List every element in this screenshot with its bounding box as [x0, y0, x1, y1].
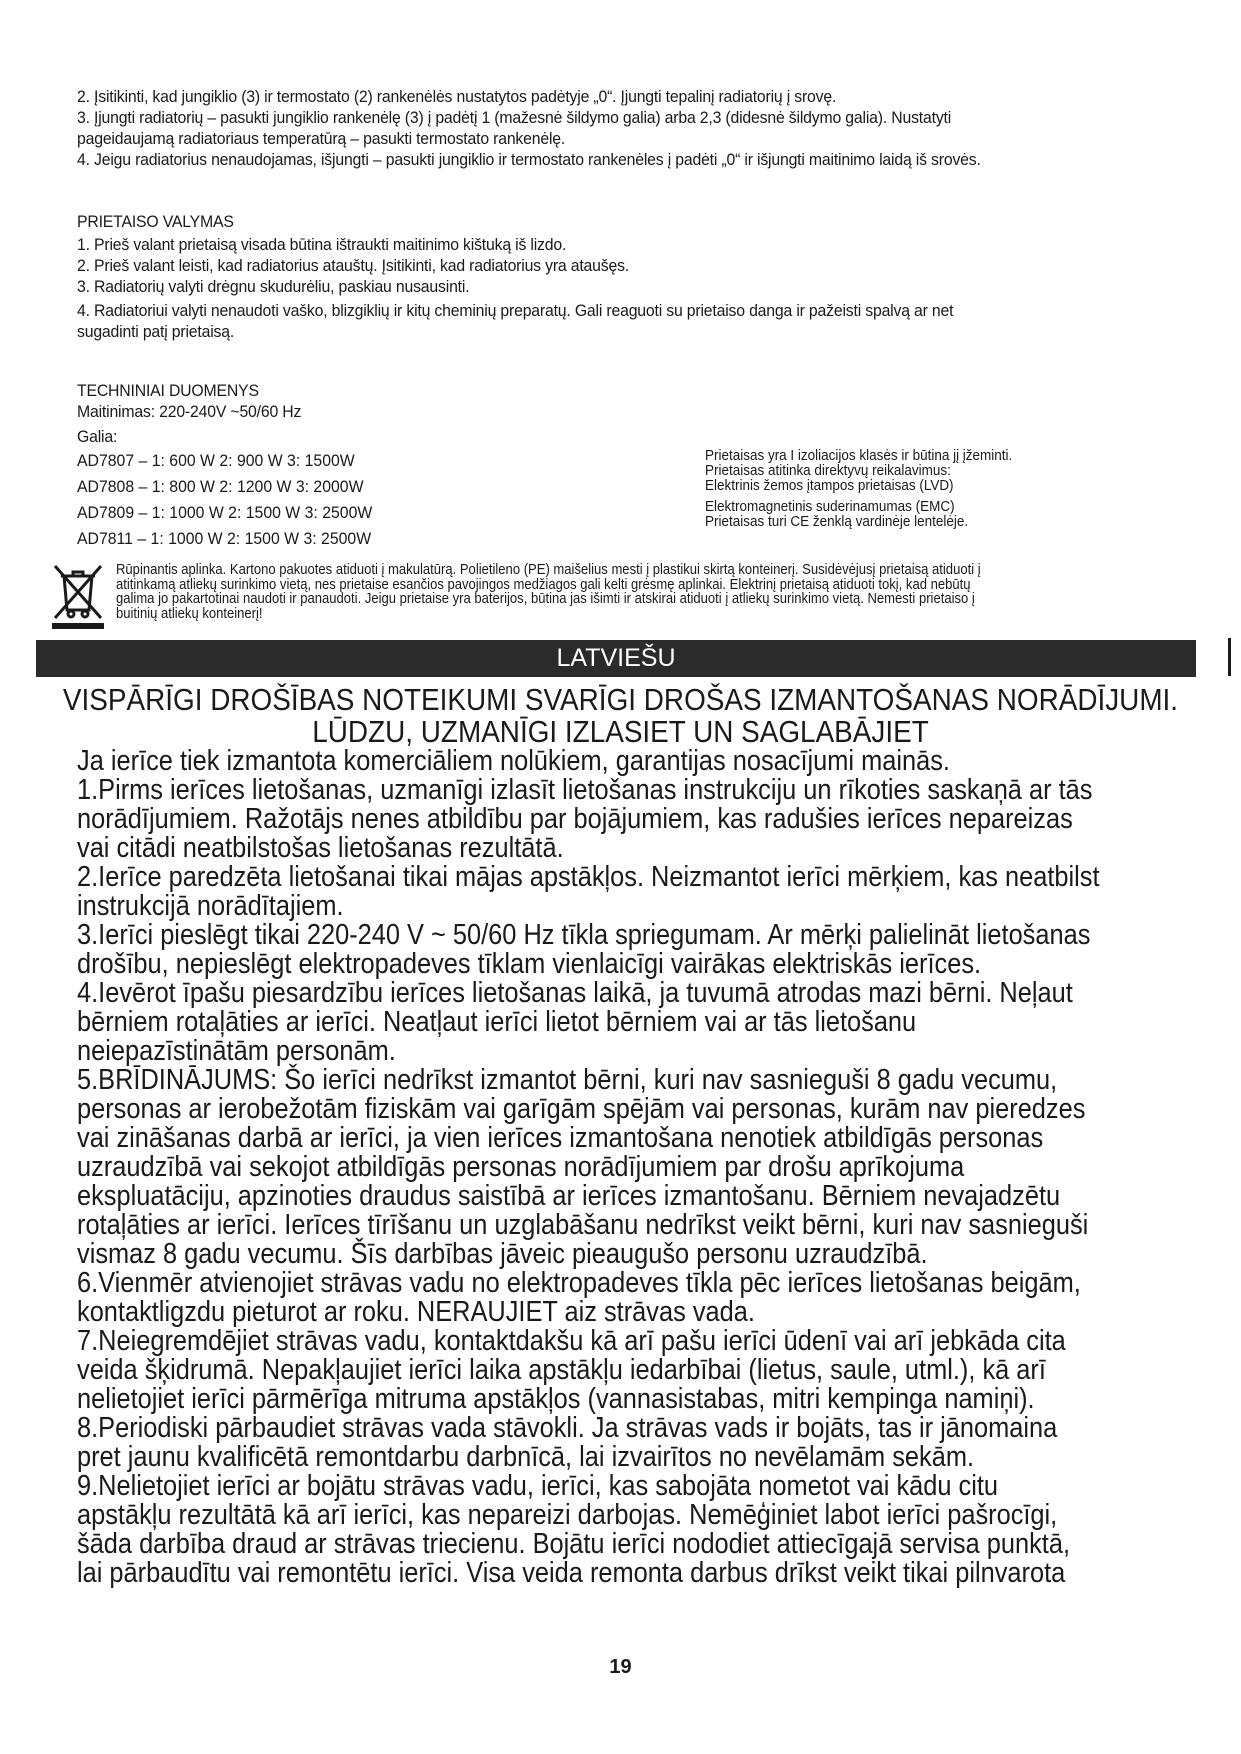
recycling-line: galima jo pakartotinai naudoti ir panaudoti. Jeigu prietaise yra baterijos, būtina jas išimti ir atskirai atiduoti į atliekų surinkimo vietą. Nemesti prietaiso į — [116, 591, 975, 607]
lv-line: personas ar ierobežotām fiziskām vai garīgām spējām vai personas, kurām nav pieredzes — [77, 1093, 1086, 1125]
technical-note: Prietaisas turi CE ženklą vardinėje lentelėje. — [705, 514, 969, 530]
recycling-line: Rūpinantis aplinka. Kartono pakuotes atiduoti į makulatūrą. Polietileno (PE) maišelius mesti į plastikui skirtą konteinerį. Susidėvėjusį prietaisą atiduoti į — [116, 562, 981, 578]
cleaning-item: 1. Prieš valant prietaisą visada būtina ištraukti maitinimo kištuką iš lizdo. — [77, 235, 567, 254]
page-number: 19 — [609, 1656, 632, 1678]
lv-subtitle: LŪDZU, UZMANĪGI IZLASIET UN SAGLABĀJIET — [312, 714, 929, 749]
lv-line: šāda darbība draud ar strāvas triecienu. Bojātu ierīci nododiet attiecīgajā servisa punktā, — [77, 1528, 1071, 1560]
language-section-bar: LATVIEŠU — [36, 640, 1196, 677]
lt-instructions — [77, 86, 1174, 170]
lv-line: vai zināšanas darbā ar ierīci, ja vien ierīces izmantošana nenotiek atbildīgās personas — [77, 1122, 1044, 1154]
technical-note: Elektrinis žemos įtampos prietaisas (LVD) — [705, 478, 954, 494]
cleaning-item: sugadinti patį prietaisą. — [77, 322, 235, 341]
lv-line: kontaktligzdu pieturot ar roku. NERAUJIET aiz strāvas vada. — [77, 1296, 755, 1328]
lt-step-3: 3. Įjungti radiatorių – pasukti jungiklio rankenėlę (3) į padėtį 1 (mažesnė šildymo galia) arba 2,3 (didesnė šildymo galia). Nustatyti — [77, 108, 952, 127]
lv-line: vai citādi neatbilstošas lietošanas rezultātā. — [77, 832, 564, 864]
technical-note: Prietaisas atitinka direktyvų reikalavimus: — [705, 463, 951, 479]
lv-line: 6.Vienmēr atvienojiet strāvas vadu no elektropadeves tīkla pēc ierīces lietošanas beigām, — [77, 1267, 1081, 1299]
lv-line: norādījumiem. Ražotājs nenes atbildību par bojājumiem, kas radušies ierīces nepareizas — [77, 803, 1073, 835]
technical-note: Elektromagnetinis suderinamumas (EMC) — [705, 499, 955, 515]
lv-line: lai pārbaudītu vai remontētu ierīci. Visa veida remonta darbus drīkst veikt tikai pilnvarota — [77, 1557, 1066, 1589]
model-row: AD7808 – 1: 800 W 2: 1200 W 3: 2000W — [77, 477, 364, 496]
lv-line: 3.Ierīci pieslēgt tikai 220-240 V ~ 50/60 Hz tīkla spriegumam. Ar mērķi palielināt lietošanas — [77, 919, 1091, 951]
recycling-text — [116, 563, 1124, 621]
model-row: AD7809 – 1: 1000 W 2: 1500 W 3: 2500W — [77, 503, 373, 522]
technical-power-label: Galia: — [77, 427, 118, 446]
lv-line: 4.Ievērot īpašu piesardzību ierīces lietošanas laikā, ja tuvumā atrodas mazi bērni. Neļaut — [77, 977, 1073, 1009]
cleaning-item: 4. Radiatoriui valyti nenaudoti vaško, blizgiklių ir kitų cheminių preparatų. Gali reaguoti su prietaiso danga ir pažeisti spalvą ar net — [77, 301, 954, 320]
lv-line: bērniem rotaļāties ar ierīci. Neatļaut ierīci lietot bērniem vai ar tās lietošanu — [77, 1006, 917, 1038]
lv-line: uzraudzībā vai sekojot atbildīgās personas norādījumiem par drošu aprīkojuma — [77, 1151, 965, 1183]
technical-models — [77, 448, 372, 552]
model-row: AD7811 – 1: 1000 W 2: 1500 W 3: 2500W — [77, 529, 372, 548]
lv-line: apstākļu rezultātā kā arī ierīci, kas nepareizi darbojas. Nemēģiniet labot ierīci pašrocīgi, — [77, 1499, 1058, 1531]
recycling-line: atitinkamą atliekų surinkimo vietą, nes prietaise esančios pavojingos medžiagos gali kelti grėsmę aplinkai. Elektrinį prietaisą atiduoti tokį, kad nebūtų — [116, 576, 971, 593]
model-row: AD7807 – 1: 600 W 2: 900 W 3: 1500W — [77, 451, 355, 470]
lv-line: ekspluatāciju, apzinoties draudus saistībā ar ierīces izmantošanu. Bērniem nevajadzētu — [77, 1180, 1061, 1212]
lv-line: Ja ierīce tiek izmantota komerciāliem nolūkiem, garantijas nosacījumi mainās. — [77, 745, 950, 777]
cleaning-section — [77, 211, 1174, 342]
lv-line: 5.BRĪDINĀJUMS: Šo ierīci nedrīkst izmantot bērni, kuri nav sasnieguši 8 gadu vecumu, — [77, 1064, 1058, 1096]
page-edge-mark — [1228, 638, 1231, 676]
lv-line: neiepazīstinātām personām. — [77, 1035, 396, 1067]
weee-bin-icon — [47, 560, 109, 630]
lv-body — [77, 747, 1197, 1588]
lv-line: vismaz 8 gadu vecumu. Šīs darbības jāveic pieaugušo personu uzraudzībā. — [77, 1238, 928, 1270]
lv-line: 9.Nelietojiet ierīci ar bojātu strāvas vadu, ierīci, kas sabojāta nometot vai kādu citu — [77, 1470, 999, 1502]
cleaning-heading: PRIETAISO VALYMAS — [77, 212, 234, 231]
lv-line: 2.Ierīce paredzēta lietošanai tikai mājas apstākļos. Neizmantot ierīci mērķiem, kas neatbilst — [77, 861, 1100, 893]
lv-line: instrukcijā norādītajiem. — [77, 890, 344, 922]
technical-heading-block — [77, 380, 1174, 447]
lv-line: 1.Pirms ierīces lietošanas, uzmanīgi izlasīt lietošanas instrukciju un rīkoties saskaņā ar tās — [77, 774, 1093, 806]
technical-note: Prietaisas yra I izoliacijos klasės ir būtina jį įžeminti. — [705, 448, 1013, 464]
lv-line: nelietojiet ierīci pārmērīga mitruma apstākļos (vannasistabas, mitri kempinga namiņi). — [77, 1383, 1035, 1415]
lv-line: rotaļāties ar ierīci. Ierīces tīrīšanu un uzglabāšanu nedrīkst veikt bērni, kuri nav sasnieguši — [77, 1209, 1089, 1241]
cleaning-item: 3. Radiatorių valyti drėgnu skudurėliu, paskiau nusausinti. — [77, 277, 470, 296]
lv-line: pret jaunu kvalificētā remontdarbu darbnīcā, lai izvairītos no nevēlamām sekām. — [77, 1441, 975, 1473]
lt-step-4: 4. Jeigu radiatorius nenaudojamas, išjungti – pasukti jungiklio ir termostato rankenėles į padėti „0“ ir išjungti maitinimo laidą iš srovės. — [77, 150, 981, 169]
technical-heading: TECHNINIAI DUOMENYS — [77, 381, 259, 400]
lt-step-3-cont: pageidaujamą radiatoriaus temperatūrą – pasukti termostato rankenėlę. — [77, 129, 566, 148]
lv-line: 7.Neiegremdējiet strāvas vadu, kontaktdakšu kā arī pašu ierīci ūdenī vai arī jebkāda cita — [77, 1325, 1066, 1357]
lt-step-2: 2. Įsitikinti, kad jungiklio (3) ir termostato (2) rankenėlės nustatytos padėtyje „0“. Įjungti tepalinį radiatorių į srovę. — [77, 87, 837, 106]
lv-line: 8.Periodiski pārbaudiet strāvas vada stāvokli. Ja strāvas vads ir bojāts, tas ir jānomaina — [77, 1412, 1058, 1444]
lv-line: veida šķidrumā. Nepakļaujiet ierīci laika apstākļu iedarbībai (lietus, saule, utml.), kā arī — [77, 1354, 1046, 1386]
lv-line: drošību, nepieslēgt elektropadeves tīklam vienlaicīgi vairākas elektriskās ierīces. — [77, 948, 982, 980]
lv-title: VISPĀRĪGI DROŠĪBAS NOTEIKUMI SVARĪGI DROŠAS IZMANTOŠANAS NORĀDĪJUMI. — [62, 682, 1179, 717]
technical-notes — [705, 449, 1012, 530]
technical-supply: Maitinimas: 220-240V ~50/60 Hz — [77, 402, 302, 421]
recycling-line: buitinių atliekų konteinerį! — [116, 605, 263, 622]
cleaning-item: 2. Prieš valant leisti, kad radiatorius atauštų. Įsitikinti, kad radiatorius yra ataušęs. — [77, 256, 629, 275]
